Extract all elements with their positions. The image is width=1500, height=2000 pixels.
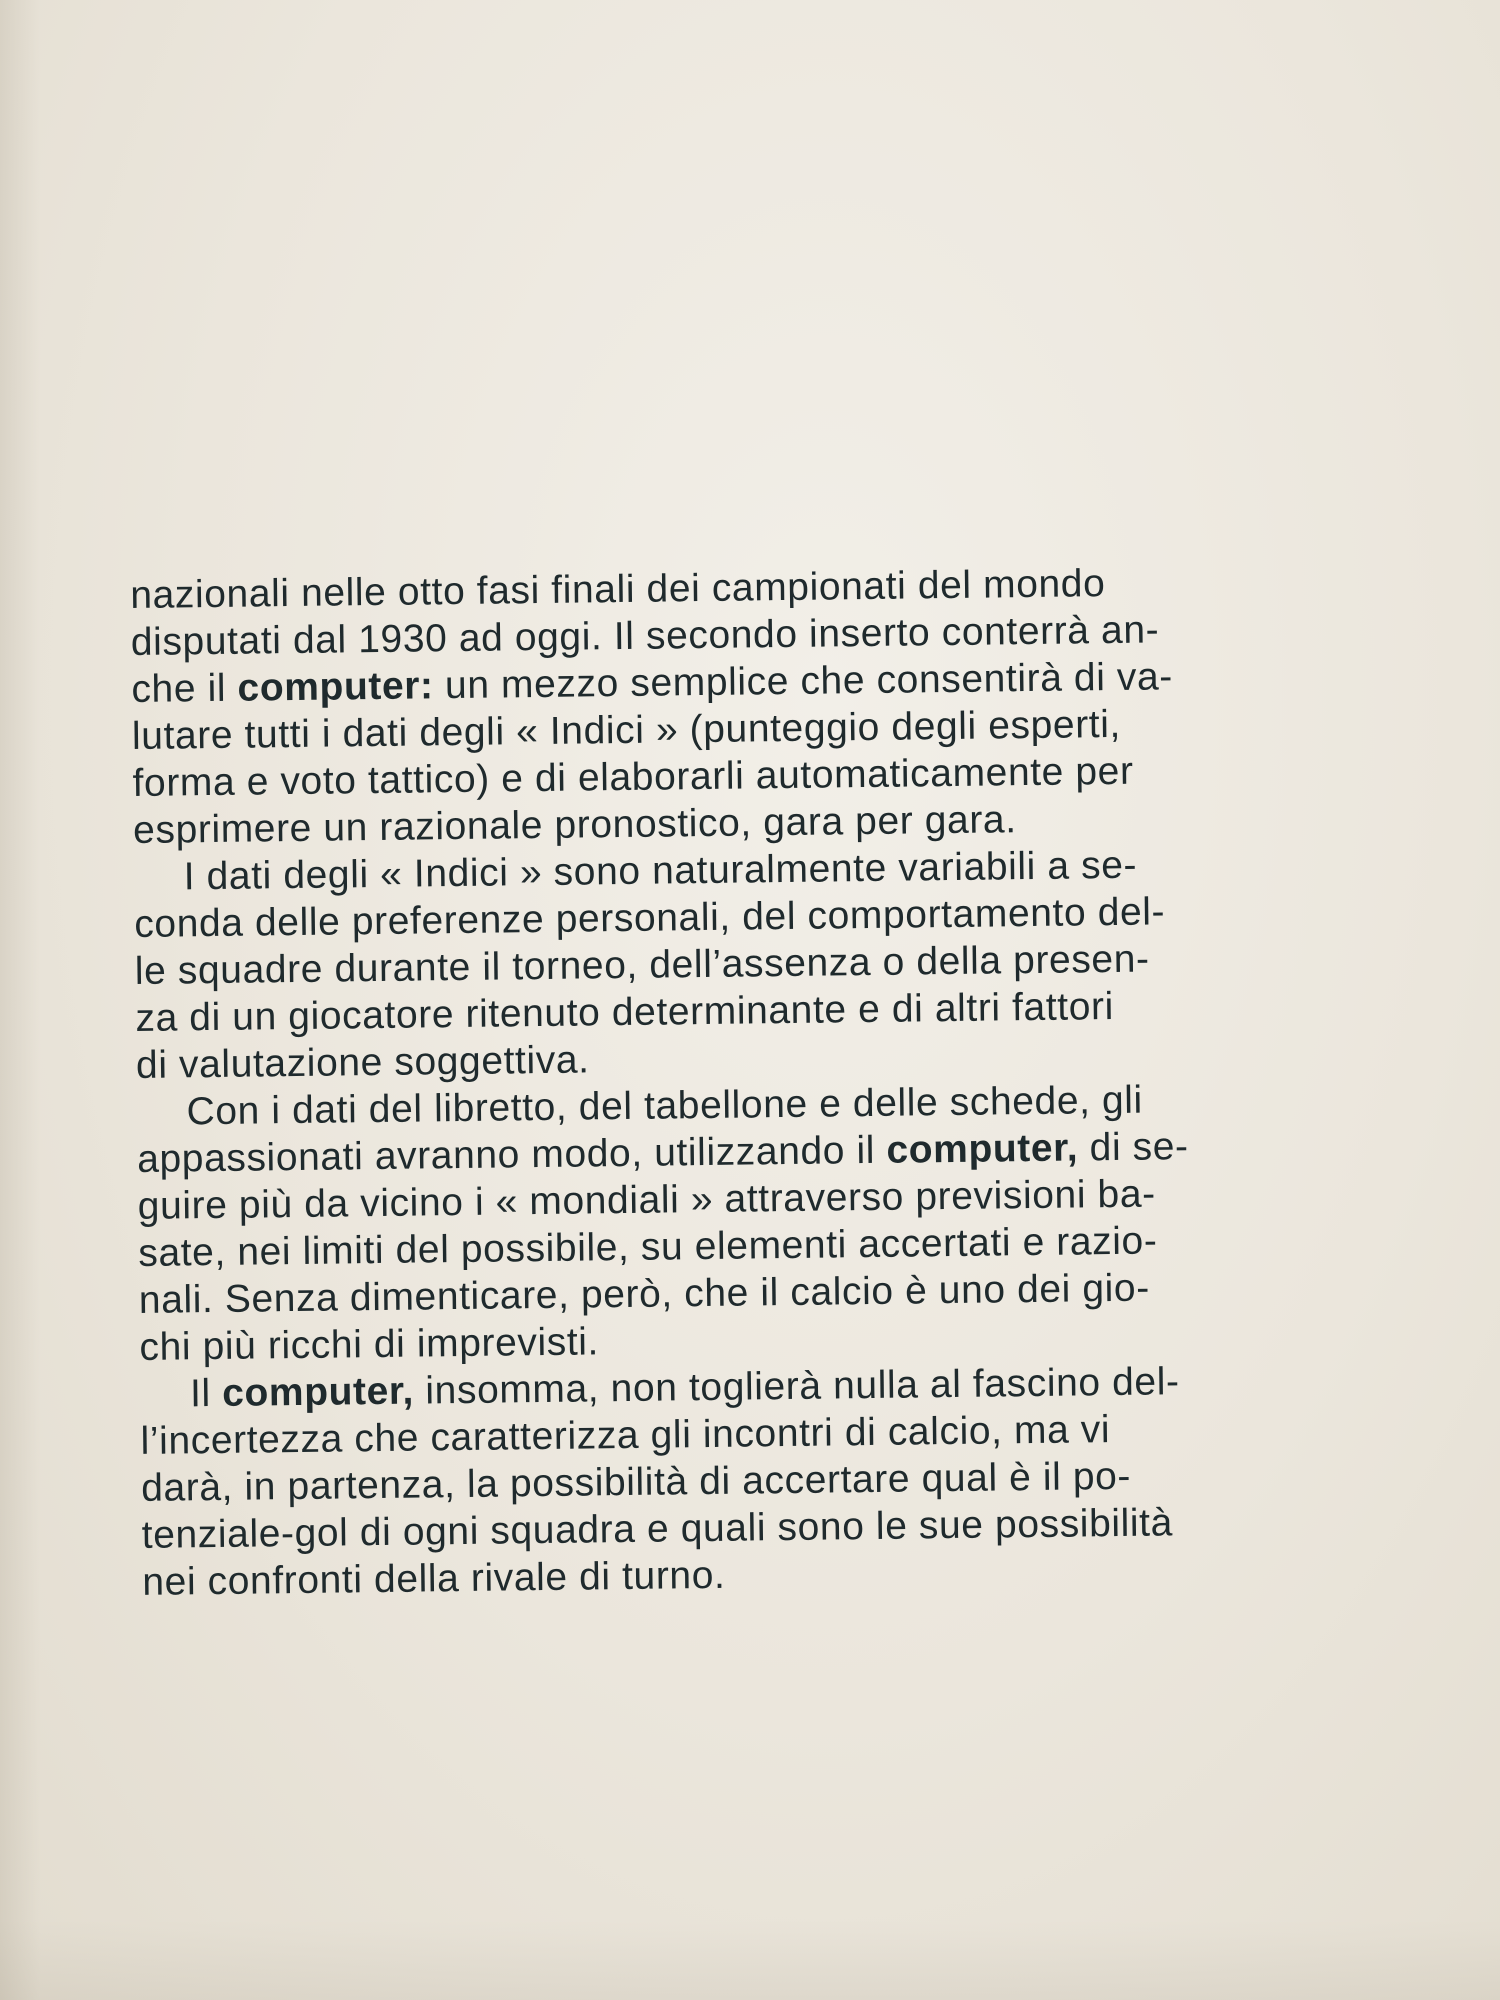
bold-term: computer, [886, 1126, 1079, 1172]
text-segment: esprimere un razionale pronostico, gara per gara. [132, 798, 1017, 852]
text-segment: darà, in partenza, la possibilità di accertare qual è il po- [140, 1454, 1132, 1510]
text-segment: nazionali nelle otto fasi finali dei campionati del mondo [130, 562, 1106, 617]
text-segment: disputati dal 1930 ad oggi. Il secondo inserto conterrà an- [130, 608, 1160, 664]
text-segment: za di un giocatore ritenuto determinante e di altri fattori [135, 985, 1115, 1040]
page-edge-shadow [0, 0, 40, 2000]
page-bottom-shadow [0, 1920, 1500, 2000]
text-segment: nei confronti della rivale di turno. [142, 1553, 726, 1604]
text-segment: guire più da vicino i « mondiali » attraverso previsioni ba- [137, 1172, 1156, 1228]
text-segment: Con i dati del libretto, del tabellone e delle schede, gli [186, 1078, 1144, 1134]
text-segment: un mezzo semplice che consentirà di va- [433, 655, 1174, 708]
bold-term: computer: [237, 664, 434, 710]
text-segment: conda delle preferenze personali, del comportamento del- [134, 890, 1166, 946]
text-segment: lutare tutti i dati degli « Indici » (punteggio degli esperti, [131, 702, 1122, 758]
text-segment: che il [131, 666, 238, 711]
text-segment: sate, nei limiti del possibile, su elementi accertati e razio- [138, 1219, 1158, 1275]
text-segment: nali. Senza dimenticare, però, che il calcio è uno dei gio- [138, 1266, 1151, 1322]
text-segment: I dati degli « Indici » sono naturalmente variabili a se- [183, 843, 1138, 899]
paragraph [136, 1074, 1399, 1371]
bold-term: computer, [221, 1369, 415, 1415]
paragraph [130, 557, 1393, 854]
text-segment: di valutazione soggettiva. [135, 1038, 590, 1087]
text-segment: appassionati avranno modo, utilizzando il [136, 1128, 887, 1181]
body-text [130, 557, 1403, 1606]
paragraph-container [130, 557, 1403, 1606]
text-segment: tenziale-gol di ogni squadra e quali sono le sue possibilità [141, 1501, 1174, 1557]
text-segment: forma e voto tattico) e di elaborarli automaticamente per [132, 749, 1134, 805]
text-segment: chi più ricchi di imprevisti. [139, 1320, 600, 1369]
text-segment: l’incertezza che caratterizza gli incontri di calcio, ma vi [140, 1408, 1111, 1463]
text-segment: insomma, non toglierà nulla al fascino del- [413, 1360, 1180, 1413]
text-segment: di se- [1077, 1125, 1189, 1170]
text-segment: le squadre durante il torneo, dell’assenza o della presen- [134, 937, 1150, 993]
paragraph [140, 1356, 1403, 1606]
paragraph [133, 839, 1396, 1089]
text-segment: Il [189, 1371, 223, 1416]
